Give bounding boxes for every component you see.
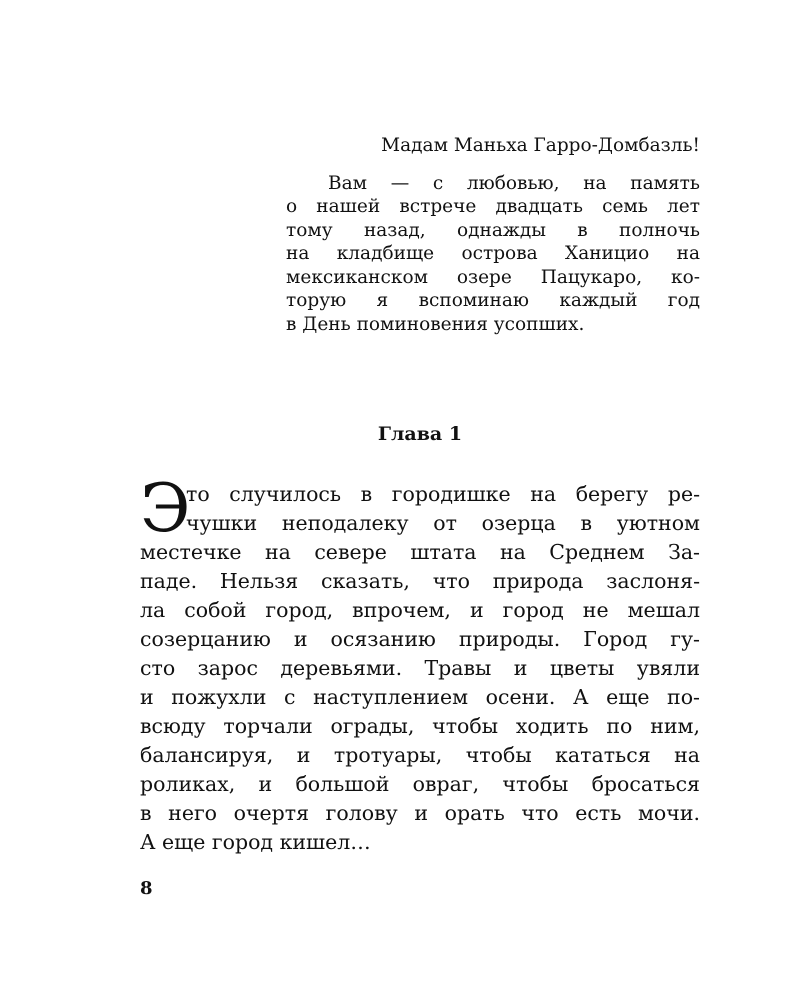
dedication-gap [286,158,700,172]
chapter-title: Глава 1 [377,423,463,445]
dedication-addressee: Мадам Маньха Гарро-Домбазль! [381,135,700,156]
text-line: и пожухли с наступлением осени. А еще по- [140,685,700,709]
dedication-line: тому назад, однажды в полночь [286,219,700,241]
text-line: всюду торчали ограды, чтобы ходить по ним, [140,714,700,738]
text-line: местечке на севере штата на Среднем За- [140,540,700,564]
dedication-line: на кладбище острова Ханицио на [286,243,700,264]
text-line: в него очертя голову и орать что есть мочи. [140,801,700,825]
text-line: балансируя, и тротуары, чтобы кататься на [140,743,700,767]
dedication-line: мексиканском озере Пацукаро, ко- [286,266,700,288]
dedication-line: о нашей встрече двадцать семь лет [286,196,700,217]
text-line: роликах, и большой овраг, чтобы бросаться [140,772,700,796]
text-line: А еще город кишел… [140,830,371,854]
dedication [286,134,700,336]
text-line: созерцанию и осязанию природы. Город гу- [140,627,700,651]
page-number: 8 [140,878,153,899]
text-line: то случилось в городишке на берегу ре- [186,482,700,506]
chapter-text [140,480,700,857]
dedication-line: торую я вспоминаю каждый год [286,290,700,311]
dedication-line: в День поминовения усопших. [286,313,585,335]
text-line: чушки неподалеку от озерца в уютном [186,511,700,535]
drop-cap: Э [140,470,191,547]
text-line: сто зарос деревьями. Травы и цветы увяли [140,656,700,680]
dedication-line: Вам — с любовью, на память [328,172,700,194]
text-line: паде. Нельзя сказать, что природа заслоня- [140,569,700,593]
text-line: ла собой город, впрочем, и город не мешал [140,598,700,622]
